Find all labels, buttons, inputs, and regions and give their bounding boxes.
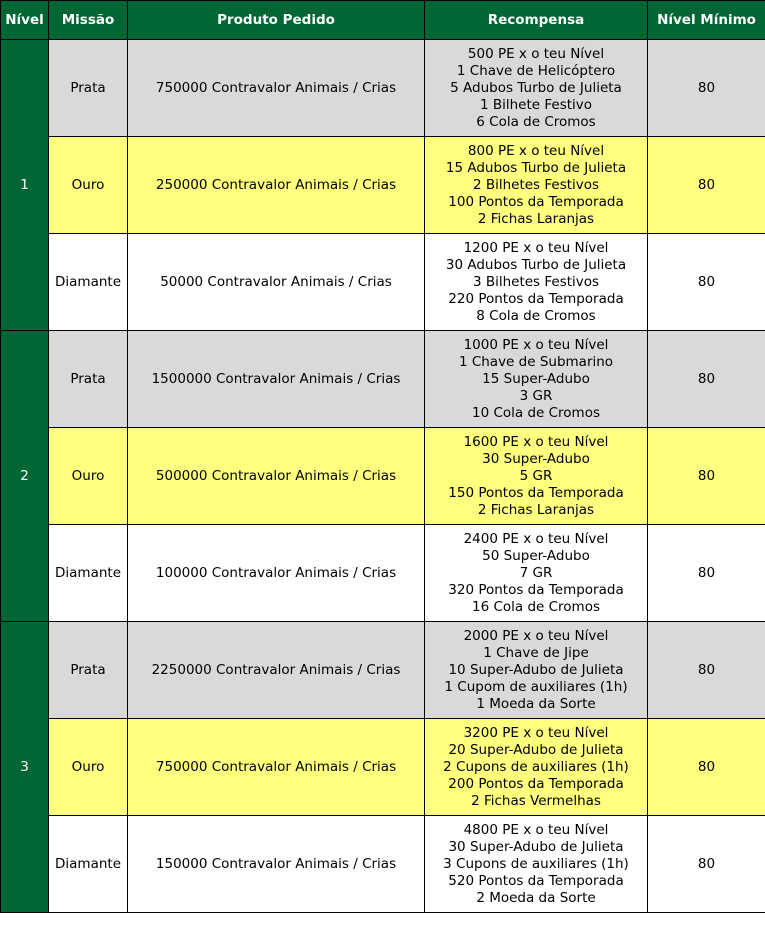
- reward-line: 30 Adubos Turbo de Julieta: [445, 256, 627, 273]
- product-cell: 100000 Contravalor Animais / Crias: [128, 525, 425, 622]
- mission-cell: Ouro: [49, 428, 128, 525]
- header-produto: Produto Pedido: [128, 1, 425, 40]
- reward-line: 520 Pontos da Temporada: [448, 872, 624, 889]
- reward-line: 2 Fichas Laranjas: [477, 501, 595, 518]
- reward-line: 1 Chave de Jipe: [483, 644, 589, 661]
- table-row: [1, 622, 765, 719]
- reward-cell: [425, 622, 648, 719]
- reward-line: 16 Cola de Cromos: [471, 598, 601, 615]
- reward-cell: [425, 525, 648, 622]
- reward-line: 30 Super-Adubo de Julieta: [448, 838, 624, 855]
- reward-line: 2000 PE x o teu Nível: [463, 627, 609, 644]
- reward-line: 1600 PE x o teu Nível: [463, 433, 609, 450]
- reward-cell: [425, 40, 648, 137]
- reward-line: 1 Cupom de auxiliares (1h): [444, 678, 628, 695]
- reward-line: 1 Chave de Helicóptero: [456, 62, 616, 79]
- min-level-cell: 80: [648, 622, 765, 719]
- reward-line: 8 Cola de Cromos: [476, 307, 596, 324]
- mission-cell: Prata: [49, 622, 128, 719]
- reward-line: 6 Cola de Cromos: [476, 113, 596, 130]
- min-level-cell: 80: [648, 331, 765, 428]
- product-cell: 750000 Contravalor Animais / Crias: [128, 40, 425, 137]
- reward-line: 3 Cupons de auxiliares (1h): [443, 855, 629, 872]
- reward-line: 2 Fichas Vermelhas: [471, 792, 601, 809]
- header-missao: Missão: [49, 1, 128, 40]
- reward-line: 1 Moeda da Sorte: [476, 695, 596, 712]
- mission-cell: Diamante: [49, 234, 128, 331]
- mission-cell: Ouro: [49, 137, 128, 234]
- reward-line: 5 Adubos Turbo de Julieta: [450, 79, 622, 96]
- reward-line: 3 GR: [519, 387, 553, 404]
- reward-line: 30 Super-Adubo: [482, 450, 590, 467]
- table-row: [1, 137, 765, 234]
- min-level-cell: 80: [648, 719, 765, 816]
- reward-line: 500 PE x o teu Nível: [467, 45, 605, 62]
- level-cell: 1: [1, 40, 49, 331]
- level-cell: 3: [1, 622, 49, 913]
- min-level-cell: 80: [648, 525, 765, 622]
- table-row: [1, 40, 765, 137]
- reward-cell: [425, 428, 648, 525]
- reward-line: 15 Super-Adubo: [482, 370, 590, 387]
- reward-line: 5 GR: [519, 467, 553, 484]
- reward-cell: [425, 331, 648, 428]
- reward-line: 20 Super-Adubo de Julieta: [448, 741, 624, 758]
- reward-cell: [425, 234, 648, 331]
- product-cell: 1500000 Contravalor Animais / Crias: [128, 331, 425, 428]
- reward-line: 320 Pontos da Temporada: [448, 581, 624, 598]
- reward-line: 150 Pontos da Temporada: [448, 484, 624, 501]
- level-cell: 2: [1, 331, 49, 622]
- table-row: [1, 816, 765, 913]
- reward-line: 200 Pontos da Temporada: [448, 775, 624, 792]
- reward-line: 1 Chave de Submarino: [458, 353, 614, 370]
- header-recompensa: Recompensa: [425, 1, 648, 40]
- table-row: [1, 428, 765, 525]
- reward-line: 220 Pontos da Temporada: [448, 290, 624, 307]
- reward-line: 1 Bilhete Festivo: [479, 96, 593, 113]
- header-nivel-minimo: Nível Mínimo: [648, 1, 765, 40]
- mission-cell: Diamante: [49, 816, 128, 913]
- reward-line: 10 Cola de Cromos: [471, 404, 601, 421]
- table-row: [1, 234, 765, 331]
- reward-line: 2400 PE x o teu Nível: [463, 530, 609, 547]
- reward-line: 800 PE x o teu Nível: [467, 142, 605, 159]
- reward-line: 100 Pontos da Temporada: [448, 193, 624, 210]
- reward-line: 2 Fichas Laranjas: [477, 210, 595, 227]
- product-cell: 150000 Contravalor Animais / Crias: [128, 816, 425, 913]
- reward-line: 4800 PE x o teu Nível: [463, 821, 609, 838]
- min-level-cell: 80: [648, 137, 765, 234]
- table-row: [1, 331, 765, 428]
- header-nivel: Nível: [1, 1, 49, 40]
- reward-line: 2 Moeda da Sorte: [476, 889, 596, 906]
- reward-line: 10 Super-Adubo de Julieta: [448, 661, 624, 678]
- reward-line: 1200 PE x o teu Nível: [463, 239, 609, 256]
- mission-cell: Prata: [49, 331, 128, 428]
- product-cell: 750000 Contravalor Animais / Crias: [128, 719, 425, 816]
- reward-line: 50 Super-Adubo: [482, 547, 590, 564]
- reward-cell: [425, 137, 648, 234]
- reward-line: 3200 PE x o teu Nível: [463, 724, 609, 741]
- reward-line: 15 Adubos Turbo de Julieta: [445, 159, 627, 176]
- reward-line: 7 GR: [519, 564, 553, 581]
- reward-line: 2 Cupons de auxiliares (1h): [443, 758, 629, 775]
- table-row: [1, 525, 765, 622]
- min-level-cell: 80: [648, 40, 765, 137]
- header-row: [1, 1, 765, 40]
- product-cell: 500000 Contravalor Animais / Crias: [128, 428, 425, 525]
- reward-cell: [425, 816, 648, 913]
- reward-line: 3 Bilhetes Festivos: [472, 273, 600, 290]
- min-level-cell: 80: [648, 816, 765, 913]
- min-level-cell: 80: [648, 234, 765, 331]
- product-cell: 50000 Contravalor Animais / Crias: [128, 234, 425, 331]
- table-row: [1, 719, 765, 816]
- mission-cell: Diamante: [49, 525, 128, 622]
- reward-line: 1000 PE x o teu Nível: [463, 336, 609, 353]
- reward-line: 2 Bilhetes Festivos: [472, 176, 600, 193]
- min-level-cell: 80: [648, 428, 765, 525]
- mission-cell: Prata: [49, 40, 128, 137]
- mission-cell: Ouro: [49, 719, 128, 816]
- reward-cell: [425, 719, 648, 816]
- product-cell: 250000 Contravalor Animais / Crias: [128, 137, 425, 234]
- product-cell: 2250000 Contravalor Animais / Crias: [128, 622, 425, 719]
